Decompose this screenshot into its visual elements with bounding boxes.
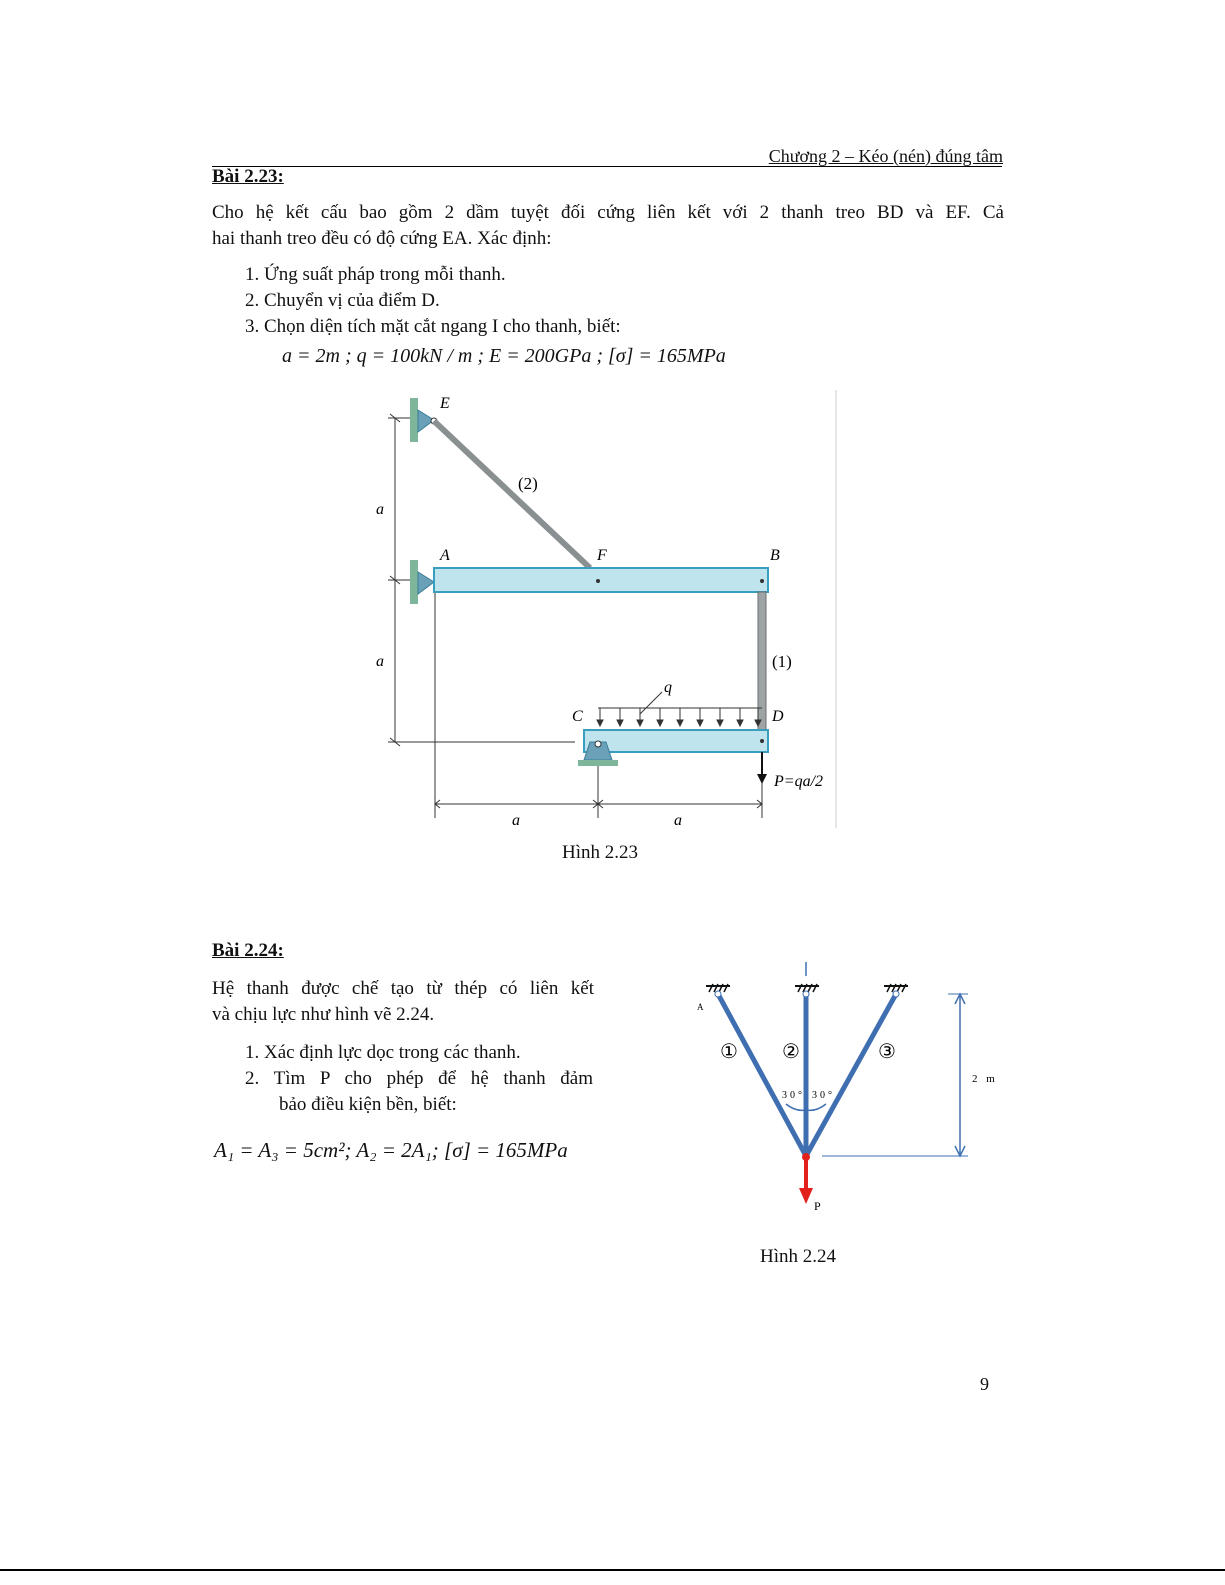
label-bar-2-224: ② xyxy=(782,1041,800,1063)
page-number: 9 xyxy=(980,1374,989,1394)
label-height: 2 m xyxy=(972,1073,998,1085)
label-P-224: P xyxy=(814,1199,821,1213)
label-bar-1: (1) xyxy=(772,652,792,671)
chapter-header: Chương 2 – Kéo (nén) đúng tâm xyxy=(768,146,1003,166)
figure-224-caption: Hình 2.24 xyxy=(760,1246,836,1267)
figure-223-caption: Hình 2.23 xyxy=(562,842,638,863)
problem-223-title: Bài 2.23: xyxy=(212,166,284,187)
label-a-right: a xyxy=(674,812,682,829)
problem-224-title: Bài 2.24: xyxy=(212,940,284,961)
problem-223-item-2: 2. Chuyển vị của điểm D. xyxy=(245,290,440,311)
label-a-lower: a xyxy=(376,653,384,670)
label-bar-3-224: ③ xyxy=(878,1041,896,1063)
label-B: B xyxy=(770,547,780,564)
problem-223-intro-line2: hai thanh treo đều có độ cứng EA. Xác định: xyxy=(212,228,552,249)
problem-224-intro-line2: và chịu lực như hình vẽ 2.24. xyxy=(212,1004,435,1025)
label-E: E xyxy=(440,395,450,412)
problem-224-item-2-line2: bảo điều kiện bền, biết: xyxy=(279,1094,457,1115)
label-angle-left: 30° xyxy=(782,1090,805,1101)
label-A: A xyxy=(440,547,450,564)
problem-224-item-1: 1. Xác định lực dọc trong các thanh. xyxy=(245,1042,521,1063)
label-a-left: a xyxy=(512,812,520,829)
label-C: C xyxy=(572,708,583,725)
truss-bar-3 xyxy=(806,994,896,1156)
label-left-node: A xyxy=(697,1002,704,1012)
problem-224-formula: A₁ = A₃ = 5cm²; A₂ = 2A₁; [σ] = 165MPa xyxy=(214,1138,568,1162)
problem-224-item-2-line1: 2. Tìm P cho phép để hệ thanh đảm xyxy=(245,1068,593,1089)
label-angle-right: 30° xyxy=(812,1090,835,1101)
label-P-223: P=qa/2 xyxy=(774,773,824,790)
label-bar-2: (2) xyxy=(518,474,538,493)
label-bar-1-224: ① xyxy=(720,1041,738,1063)
label-q: q xyxy=(664,679,672,696)
problem-223-item-1: 1. Ứng suất pháp trong mỗi thanh. xyxy=(245,264,506,285)
load-node xyxy=(802,1153,810,1161)
label-D: D xyxy=(772,708,784,725)
problem-224-intro-line1: Hệ thanh được chế tạo từ thép có liên kết xyxy=(212,978,594,999)
problem-223-formula: a = 2m ; q = 100kN / m ; E = 200GPa ; [σ] = 165MPa xyxy=(282,345,726,367)
problem-223-item-3: 3. Chọn diện tích mặt cắt ngang I cho thanh, biết: xyxy=(245,316,621,337)
bottom-rule xyxy=(0,1569,1225,1571)
truss-bar-1 xyxy=(718,994,806,1156)
problem-223-intro-line1: Cho hệ kết cấu bao gồm 2 dầm tuyệt đối cứng liên kết với 2 thanh treo BD và EF. Cả xyxy=(212,202,1004,223)
label-F: F xyxy=(597,547,607,564)
label-a-upper: a xyxy=(376,501,384,518)
